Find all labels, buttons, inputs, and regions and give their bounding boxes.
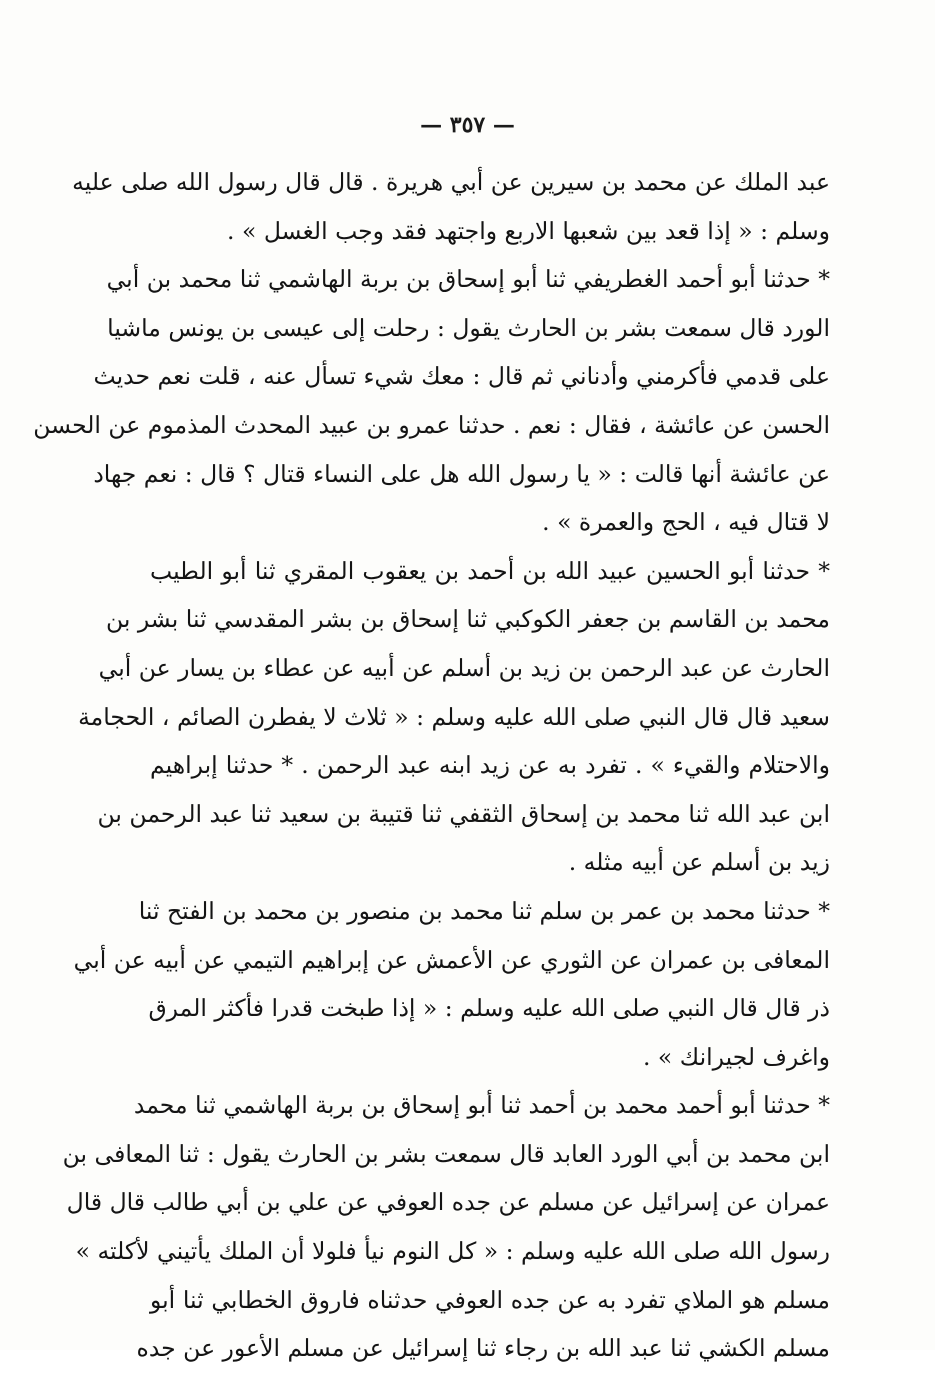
text-line: * حدثنا أبو أحمد الغطريفي ثنا أبو إسحاق بن بربة الهاشمي ثنا محمد بن أبي: [106, 265, 830, 294]
text-line: مسلم الكشي ثنا عبد الله بن رجاء ثنا إسرائيل عن مسلم الأعور عن جده: [136, 1334, 830, 1363]
text-line: الورد قال سمعت بشر بن الحارث يقول : رحلت إلى عيسى بن يونس ماشيا: [107, 313, 830, 342]
text-line: مسلم هو الملاي تفرد به عن جده العوفي حدثناه فاروق الخطابي ثنا أبو: [150, 1285, 830, 1314]
text-line: ابن عبد الله ثنا محمد بن إسحاق الثقفي ثنا قتيبة بن سعيد ثنا عبد الرحمن بن: [97, 799, 830, 828]
text-line: رسول الله صلى الله عليه وسلم : « كل النوم نيأ فلولا أن الملك يأتيني لأكلته »: [75, 1237, 830, 1266]
text-line: لا قتال فيه ، الحج والعمرة » .: [542, 508, 830, 537]
text-line: ابن محمد بن أبي الورد العابد قال سمعت بشر بن الحارث يقول : ثنا المعافى بن: [62, 1139, 830, 1168]
text-line: عن عائشة أنها قالت : « يا رسول الله هل على النساء قتال ؟ قال : نعم جهاد: [93, 459, 830, 488]
text-line: الحارث عن عبد الرحمن بن زيد بن أسلم عن أبيه عن عطاء بن يسار عن أبي: [98, 653, 830, 682]
text-line: * حدثنا أبو أحمد محمد بن أحمد ثنا أبو إسحاق بن بربة الهاشمي ثنا محمد: [133, 1091, 830, 1120]
text-line: الحسن عن عائشة ، فقال : نعم . حدثنا عمرو بن عبيد المحدث المذموم عن الحسن: [33, 410, 830, 439]
text-line: واغرف لجيرانك » .: [642, 1042, 830, 1071]
page-number: — ٣٥٧ —: [420, 112, 515, 138]
text-line: المعافى بن عمران عن الثوري عن الأعمش عن إبراهيم التيمي عن أبيه عن أبي: [73, 945, 830, 974]
text-line: * حدثنا محمد بن عمر بن سلم ثنا محمد بن منصور بن محمد بن الفتح ثنا: [138, 896, 830, 925]
text-line: سعيد قال قال النبي صلى الله عليه وسلم : « ثلاث لا يفطرن الصائم ، الحجامة: [78, 702, 830, 731]
text-line: عمران عن إسرائيل عن مسلم عن جده العوفي عن علي بن أبي طالب قال قال: [66, 1188, 830, 1217]
text-line: والاحتلام والقيء » . تفرد به عن زيد ابنه عبد الرحمن . * حدثنا إبراهيم: [150, 751, 830, 780]
text-line: * حدثنا أبو الحسين عبيد الله بن أحمد بن يعقوب المقري ثنا أبو الطيب: [150, 556, 830, 585]
text-line: محمد بن القاسم بن جعفر الكوكبي ثنا إسحاق بن بشر المقدسي ثنا بشر بن: [105, 605, 830, 634]
text-line: ذر قال قال النبي صلى الله عليه وسلم : « إذا طبخت قدرا فأكثر المرق: [148, 994, 830, 1023]
text-line: على قدمي فأكرمني وأدناني ثم قال : معك شيء تسأل عنه ، قلت نعم حديث: [93, 362, 830, 391]
page-body-text: [33, 158, 830, 1373]
text-line: عبد الملك عن محمد بن سيرين عن أبي هريرة . قال قال رسول الله صلى عليه: [72, 168, 830, 196]
text-line: وسلم : « إذا قعد بين شعبها الاربع واجتهد فقد وجب الغسل » .: [227, 216, 830, 245]
text-line: زيد بن أسلم عن أبيه مثله .: [568, 848, 830, 877]
